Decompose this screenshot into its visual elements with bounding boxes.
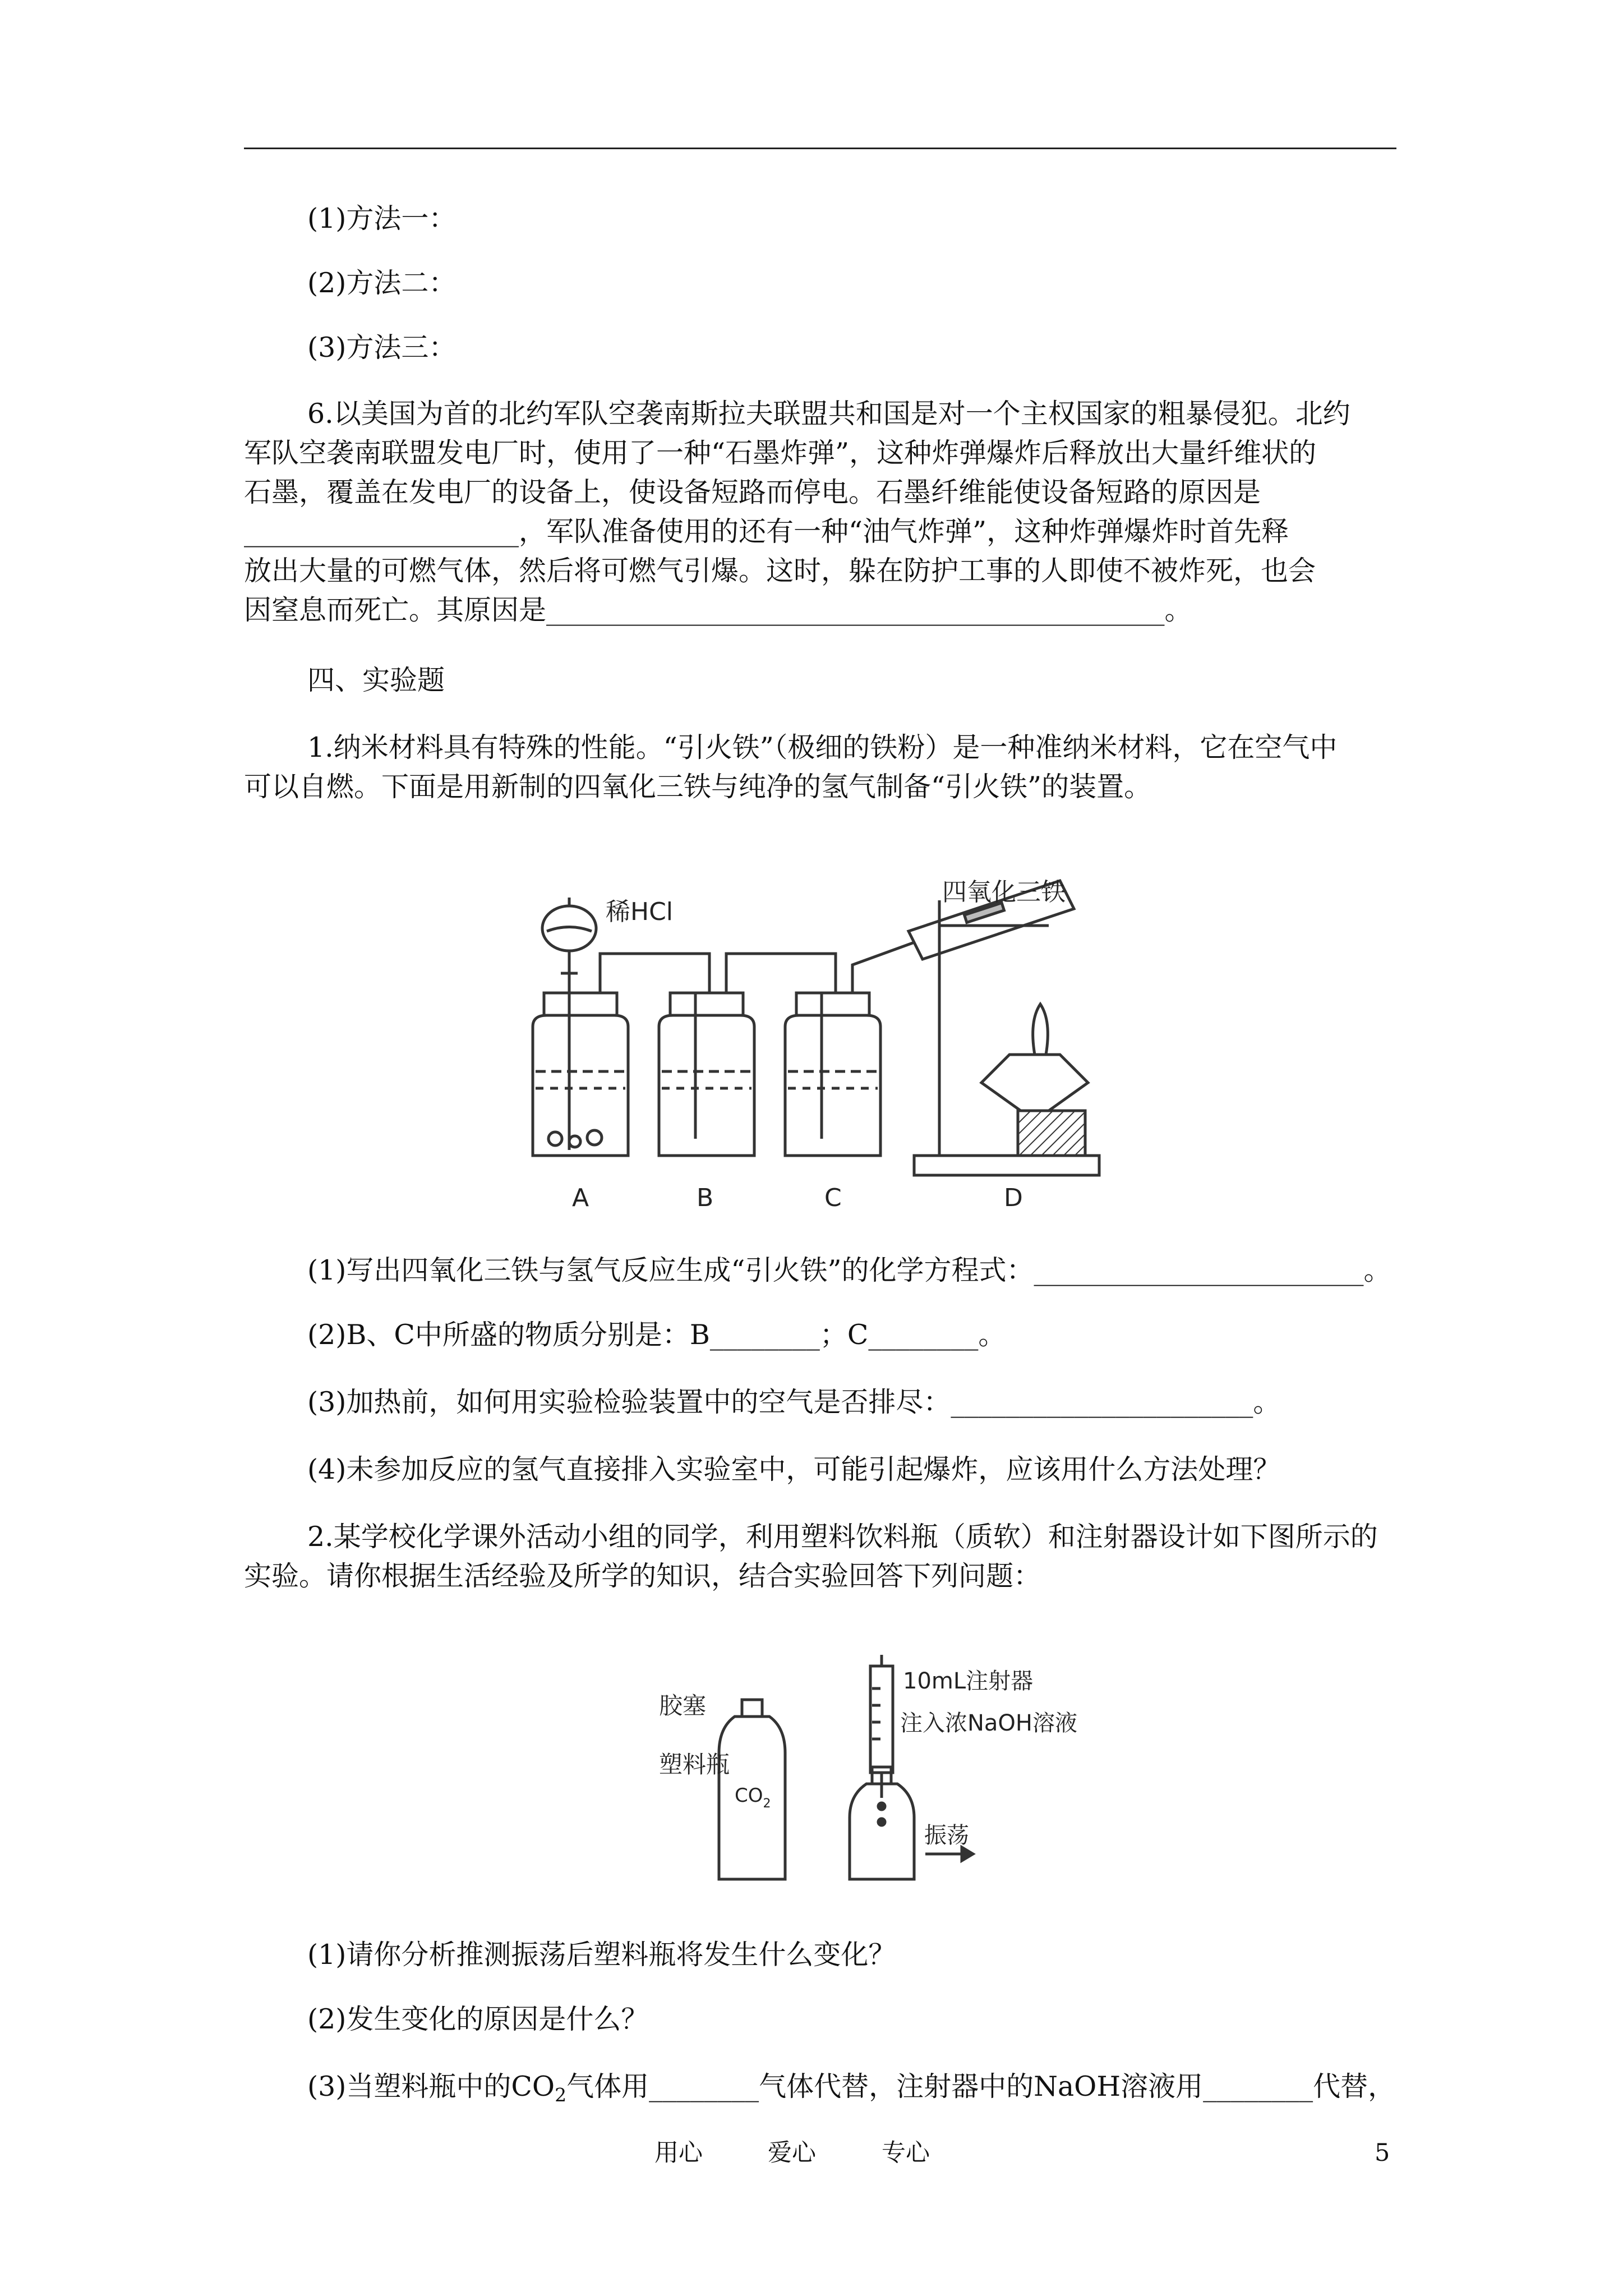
method-2: (2)方法二： (307, 267, 457, 299)
method-1: (1)方法一： (307, 203, 457, 234)
footer-slogan-1: 用心 (654, 2139, 703, 2167)
question-6-line: 因窒息而死亡。其原因是_____________________________________________。 (244, 594, 1192, 626)
label-stopper: 胶塞 (659, 1692, 707, 1719)
experiment-2-q1: (1)请你分析推测振荡后塑料瓶将发生什么变化？ (307, 1939, 896, 1971)
label-plastic-bottle: 塑料瓶 (659, 1751, 730, 1778)
label-d: D (1004, 1184, 1023, 1212)
label-b: B (697, 1184, 714, 1212)
question-6-line: 石墨，覆盖在发电厂的设备上，使设备短路而停电。石墨纤维能使设备短路的原因是 (244, 476, 1261, 508)
header-rule (244, 148, 1396, 149)
experiment-1-line: 可以自燃。下面是用新制的四氧化三铁与纯净的氢气制备“引火铁”的装置。 (244, 771, 1152, 803)
label-dilute-hcl: 稀HCl (606, 898, 674, 926)
label-fe3o4: 四氧化三铁 (942, 878, 1066, 907)
connecting-tube (852, 942, 914, 993)
experiment-1-q1: (1)写出四氧化三铁与氢气反应生成“引火铁”的化学方程式：________________________。 (307, 1254, 1391, 1286)
question-6-line: 军队空袭南联盟发电厂时，使用了一种“石墨炸弹”，这种炸弹爆炸后释放出大量纤维状的 (244, 437, 1317, 469)
syringe (870, 1655, 893, 1798)
method-3: (3)方法三： (307, 332, 457, 364)
bottle-a (533, 993, 628, 1156)
footer-slogan-3: 专心 (882, 2139, 930, 2167)
label-shake: 振荡 (924, 1823, 969, 1848)
connecting-tube (600, 954, 709, 993)
experiment-1-q3: (3)加热前，如何用实验检验装置中的空气是否排尽：______________________。 (307, 1386, 1281, 1418)
experiment-1-q2: (2)B、C中所盛的物质分别是：B________；C________。 (307, 1319, 1006, 1351)
section-heading: 四、实验题 (307, 664, 445, 696)
experiment-2-q2: (2)发生变化的原因是什么？ (307, 2003, 649, 2035)
label-c: C (824, 1184, 842, 1212)
label-a: A (572, 1184, 589, 1212)
question-6-line: 放出大量的可燃气体，然后将可燃气引爆。这时，躲在防护工事的人即使不被炸死，也会 (244, 555, 1316, 587)
apparatus-diagram (522, 875, 1127, 1212)
shake-arrow-icon (925, 1847, 973, 1861)
connecting-tube (726, 954, 836, 993)
bottle-syringe-diagram (656, 1655, 1088, 1890)
experiment-1-q4: (4)未参加反应的氢气直接排入实验室中，可能引起爆炸，应该用什么方法处理？ (307, 1453, 1281, 1485)
bottle-c (785, 993, 880, 1156)
experiment-2-q3: (3)当塑料瓶中的$CO_2$气体用________气体代替，注射器中的NaOH溶液用________代替， (307, 2070, 1396, 2106)
alcohol-burner (981, 1004, 1088, 1156)
bottle-b (659, 993, 754, 1156)
question-6-line: ____________________，军队准备使用的还有一种“油气炸弹”，这种炸弹爆炸时首先释 (244, 516, 1289, 547)
shaken-bottle (850, 1767, 914, 1879)
question-6-line: 6.以美国为首的北约军队空袭南斯拉夫联盟共和国是对一个主权国家的粗暴侵犯。北约 (307, 398, 1350, 430)
page-number: 5 (1375, 2139, 1390, 2167)
label-inject-naoh: 注入浓NaOH溶液 (900, 1710, 1077, 1736)
label-syringe: 10mL注射器 (903, 1668, 1034, 1694)
experiment-2-line: 2.某学校化学课外活动小组的同学，利用塑料饮料瓶（质软）和注射器设计如下图所示的 (307, 1521, 1378, 1553)
footer-slogan-2: 爱心 (768, 2139, 816, 2167)
label-co2: $CO_2$ (735, 1784, 771, 1811)
experiment-1-line: 1.纳米材料具有特殊的性能。“引火铁”（极细的铁粉）是一种准纳米材料，它在空气中 (307, 731, 1338, 763)
experiment-2-line: 实验。请你根据生活经验及所学的知识，结合实验回答下列问题： (244, 1560, 1041, 1592)
